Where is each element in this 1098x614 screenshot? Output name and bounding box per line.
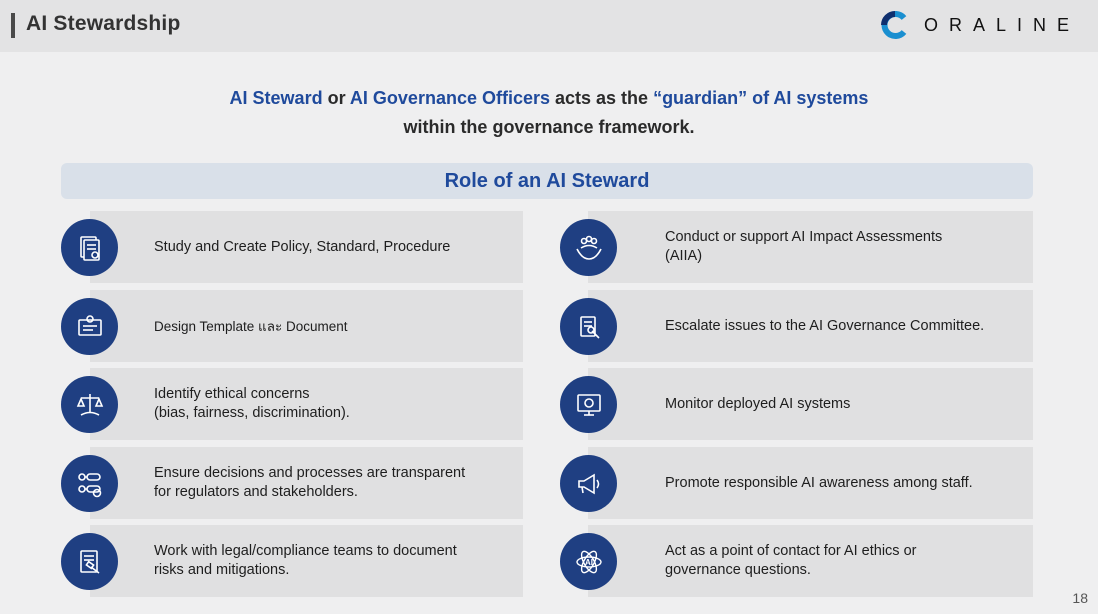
- role-text: Design Template และ Document: [154, 318, 348, 334]
- role-card-right-2: [588, 290, 1033, 362]
- logo-c-icon: [880, 10, 910, 40]
- justice-scale-icon: [61, 376, 118, 433]
- role-text: Monitor deployed AI systems: [665, 395, 851, 412]
- role-card-left-2: [90, 290, 523, 362]
- escalate-report-icon: [560, 298, 617, 355]
- role-text: Identify ethical concerns (bias, fairness, discrimination).: [154, 386, 350, 421]
- ai-atom-icon: [560, 533, 617, 590]
- page-number: 18: [1072, 590, 1088, 606]
- section-title-banner: Role of an AI Steward: [61, 163, 1033, 199]
- headline-line-1: [0, 84, 1098, 113]
- role-card-right-5: [588, 525, 1033, 597]
- process-flow-icon: [61, 455, 118, 512]
- role-text: Ensure decisions and processes are transparent for regulators and stakeholders.: [154, 465, 466, 500]
- headline-join-2: acts as the: [550, 88, 654, 108]
- role-card-right-1: [588, 211, 1033, 283]
- role-card-left-3: [90, 368, 523, 440]
- role-text: Escalate issues to the AI Governance Committee.: [665, 317, 985, 334]
- headline-term-guardian: “guardian” of AI systems: [653, 88, 869, 108]
- coraline-logo: [880, 9, 1080, 41]
- role-text: Work with legal/compliance teams to document risks and mitigations.: [154, 543, 457, 578]
- people-hands-icon: [560, 219, 617, 276]
- role-card-left-4: [90, 447, 523, 519]
- headline-join-1: or: [322, 88, 350, 108]
- legal-document-icon: [61, 533, 118, 590]
- header-bar: [0, 0, 1098, 52]
- logo-text: ORALINE: [923, 14, 1080, 35]
- megaphone-icon: [560, 455, 617, 512]
- role-text: Study and Create Policy, Standard, Procedure: [154, 238, 451, 255]
- role-text: Promote responsible AI awareness among staff.: [665, 474, 973, 491]
- headline: [0, 84, 1098, 142]
- page-title: AI Stewardship: [26, 12, 181, 35]
- role-card-right-4: [588, 447, 1033, 519]
- role-card-left-5: [90, 525, 523, 597]
- headline-term-steward: AI Steward: [229, 88, 323, 108]
- policy-document-icon: [61, 219, 118, 276]
- role-card-right-3: [588, 368, 1033, 440]
- svg-text:AI: AI: [584, 557, 593, 567]
- headline-line-2: within the governance framework.: [403, 117, 695, 137]
- role-card-left-1: [90, 211, 523, 283]
- role-text: Act as a point of contact for AI ethics or governance questions.: [665, 543, 917, 578]
- monitor-icon: [560, 376, 617, 433]
- template-document-icon: [61, 298, 118, 355]
- title-accent-bar: [11, 13, 15, 38]
- headline-term-officers: AI Governance Officers: [349, 88, 550, 108]
- role-text: Conduct or support AI Impact Assessments (AIIA): [665, 229, 943, 264]
